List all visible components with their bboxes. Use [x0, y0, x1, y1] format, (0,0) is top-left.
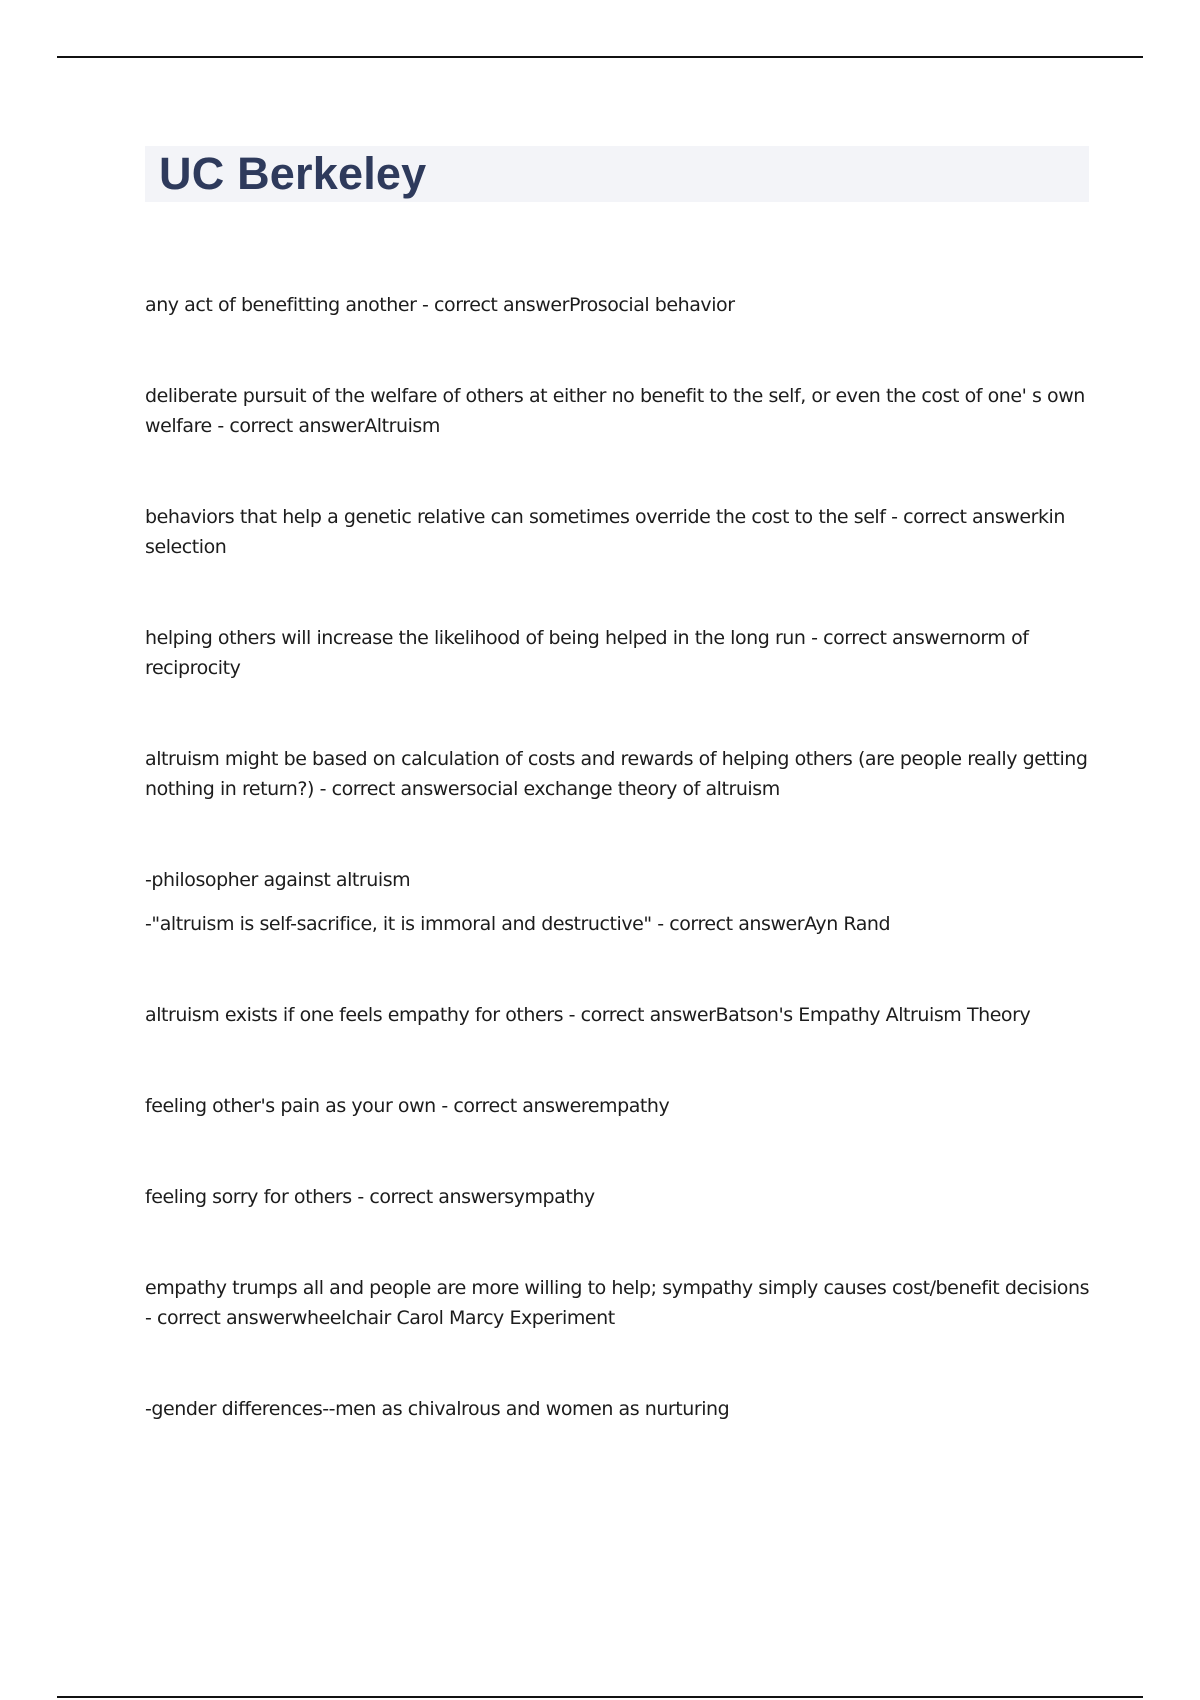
- flashcard-entry: deliberate pursuit of the welfare of others at either no benefit to the self, or even the cost of one' s own welfare - correct answerAltruism: [145, 385, 1085, 437]
- flashcard-entry: -gender differences--men as chivalrous and women as nurturing: [145, 1398, 730, 1420]
- flashcard-entry: feeling sorry for others - correct answersympathy: [145, 1186, 595, 1208]
- flashcard-entry-line: -philosopher against altruism: [145, 869, 411, 891]
- flashcard-entry: behaviors that help a genetic relative can sometimes override the cost to the self - correct answerkin selection: [145, 506, 1065, 558]
- flashcard-entry: altruism exists if one feels empathy for others - correct answerBatson's Empathy Altruism Theory: [145, 1004, 1031, 1026]
- flashcard-entry: empathy trumps all and people are more willing to help; sympathy simply causes cost/benefit decisions - correct answerwheelchair Carol Marcy Experiment: [145, 1277, 1090, 1329]
- flashcard-entry: helping others will increase the likelihood of being helped in the long run - correct answernorm of reciprocity: [145, 627, 1029, 679]
- flashcard-entry: [145, 865, 1090, 939]
- flashcard-list: [145, 290, 1090, 1485]
- flashcard-entry: altruism might be based on calculation of costs and rewards of helping others (are people really getting nothing in return?) - correct answersocial exchange theory of altruism: [145, 748, 1088, 800]
- top-rule: [57, 56, 1143, 58]
- bottom-rule: [57, 1696, 1143, 1698]
- flashcard-entry-line: -"altruism is self-sacrifice, it is immoral and destructive" - correct answerAyn Rand: [145, 913, 891, 935]
- flashcard-entry: any act of benefitting another - correct answerProsocial behavior: [145, 294, 735, 316]
- title-band: [145, 146, 1089, 202]
- document-title: UC Berkeley: [159, 148, 427, 199]
- flashcard-entry: feeling other's pain as your own - correct answerempathy: [145, 1095, 670, 1117]
